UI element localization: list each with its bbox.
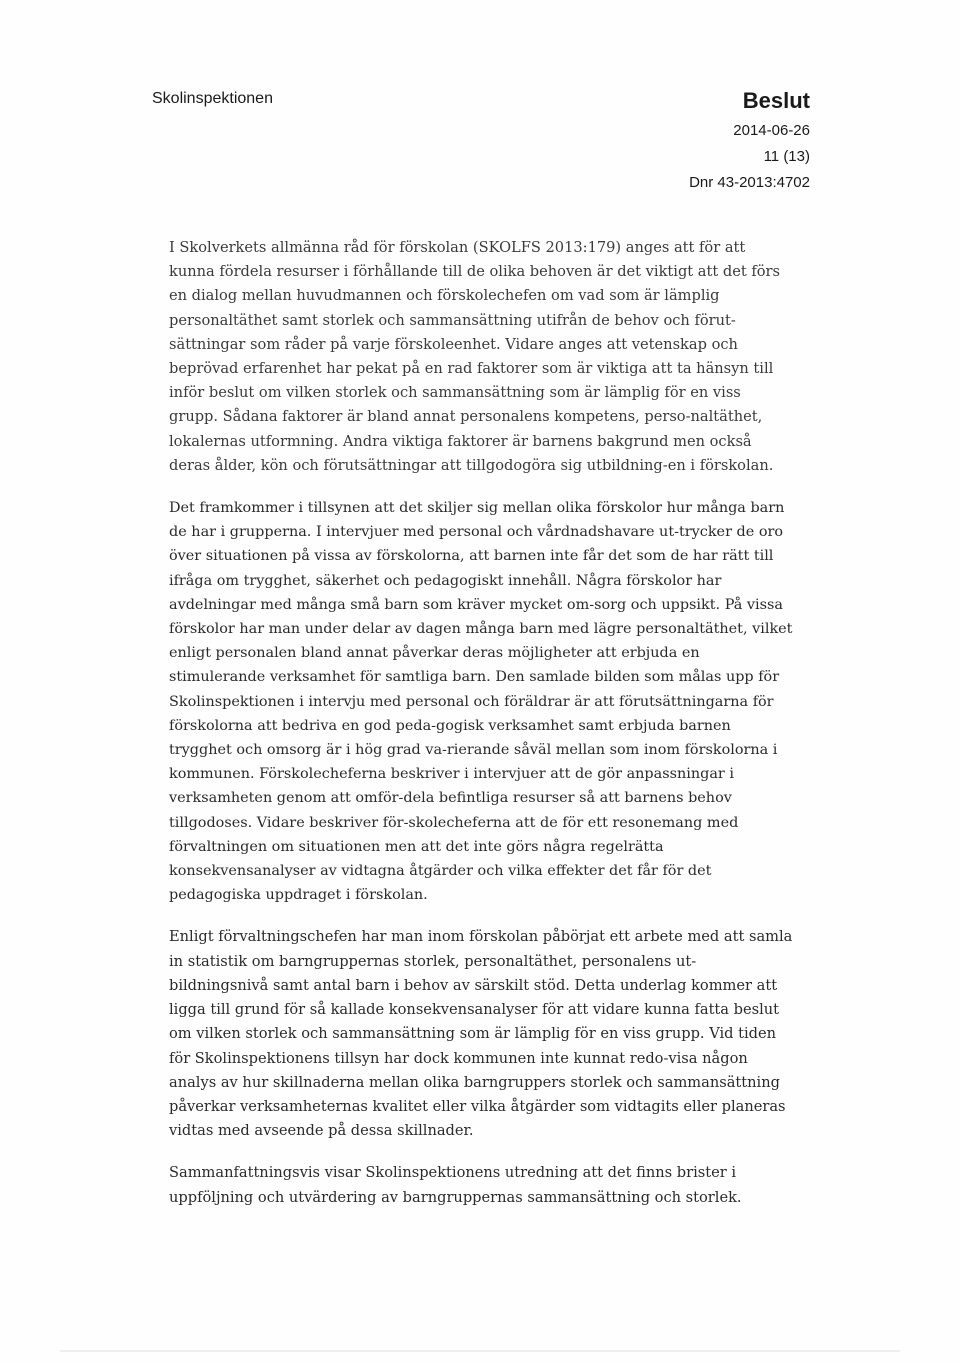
document-meta <box>689 88 810 196</box>
page-number: 11 (13) <box>763 148 810 165</box>
scan-artifact <box>60 1350 900 1352</box>
paragraph-4: Sammanfattningsvis visar Skolinspektionens utredning att det finns brister i uppföljning och utvärdering av barngruppernas sammansättning och storlek. <box>169 1164 742 1206</box>
paragraph-2: Det framkommer i tillsynen att det skiljer sig mellan olika förskolor hur många barn de har i grupperna. I intervjuer med personal och vårdnadshavare ut-trycker de oro över situationen på vissa av förskolorna, att barnen inte får det som de har rätt till ifråga om trygghet, säkerhet och pedagogiskt innehåll. Några förskolor har avdelningar med många små barn som kräver mycket om-sorg och uppsikt. På vissa förskolor har man under delar av dagen många barn med lägre personaltäthet, vilket enligt personalen bland annat påverkar deras möjligheter att erbjuda en stimulerande verksamhet för samtliga barn. Den samlade bilden som målas upp för Skolinspektionen i intervju med personal och föräldrar är att förutsättningarna för förskolorna att bedriva en god peda-gogisk verksamhet samt erbjuda barnen trygghet och omsorg är i hög grad va-rierande såväl mellan som inom förskolorna i kommunen. Förskolecheferna beskriver i intervjuer att de gör anpassningar i verksamheten genom att omför-dela befintliga resurser så att barnens behov tillgodoses. Vidare beskriver för-skolecheferna att de för ett resonemang med förvaltningen om situationen men att det inte görs några regelrätta konsekvensanalyser av vidtagna åtgärder och vilka effekter det får för det pedagogiska uppdraget i förskolan. <box>169 500 793 904</box>
paragraph-1: I Skolverkets allmänna råd för förskolan (SKOLFS 2013:179) anges att för att kunna fördela resurser i förhållande till de olika behoven är det viktigt att det förs en dialog mellan huvudmannen och förskolechefen om vad som är lämplig personaltäthet samt storlek och sammansättning utifrån de behov och förut-sättningar som råder på varje förskoleenhet. Vidare anges att vetenskap och beprövad erfarenhet har pekat på en rad faktorer som är viktiga att ta hänsyn till inför beslut om vilken storlek och sammansättning som är lämplig för en viss grupp. Sådana faktorer är bland annat personalens kompetens, perso-naltäthet, lokalernas utformning. Andra viktiga faktorer är barnens bakgrund men också deras ålder, kön och förutsättningar att tillgodogöra sig utbildning-en i förskolan. <box>169 239 781 474</box>
document-body <box>169 236 794 1228</box>
reference-number: Dnr 43-2013:4702 <box>689 174 810 191</box>
document-type: Beslut <box>742 88 810 113</box>
organization-name: Skolinspektionen <box>152 90 273 107</box>
paragraph-3: Enligt förvaltningschefen har man inom förskolan påbörjat ett arbete med att samla in statistik om barngruppernas storlek, personaltäthet, personalens ut-bildningsnivå samt antal barn i behov av särskilt stöd. Detta underlag kommer att ligga till grund för så kallade konsekvensanalyser för att vidare kunna fatta beslut om vilken storlek och sammansättning som är lämplig för en viss grupp. Vid tiden för Skolinspektionens tillsyn har dock kommunen inte kunnat redo-visa någon analys av hur skillnaderna mellan olika barngruppers storlek och sammansättning påverkar verksamheternas kvalitet eller vilka åtgärder som vidtagits eller planeras vidtas med avseende på dessa skillnader. <box>169 928 793 1140</box>
document-date: 2014-06-26 <box>733 122 810 139</box>
